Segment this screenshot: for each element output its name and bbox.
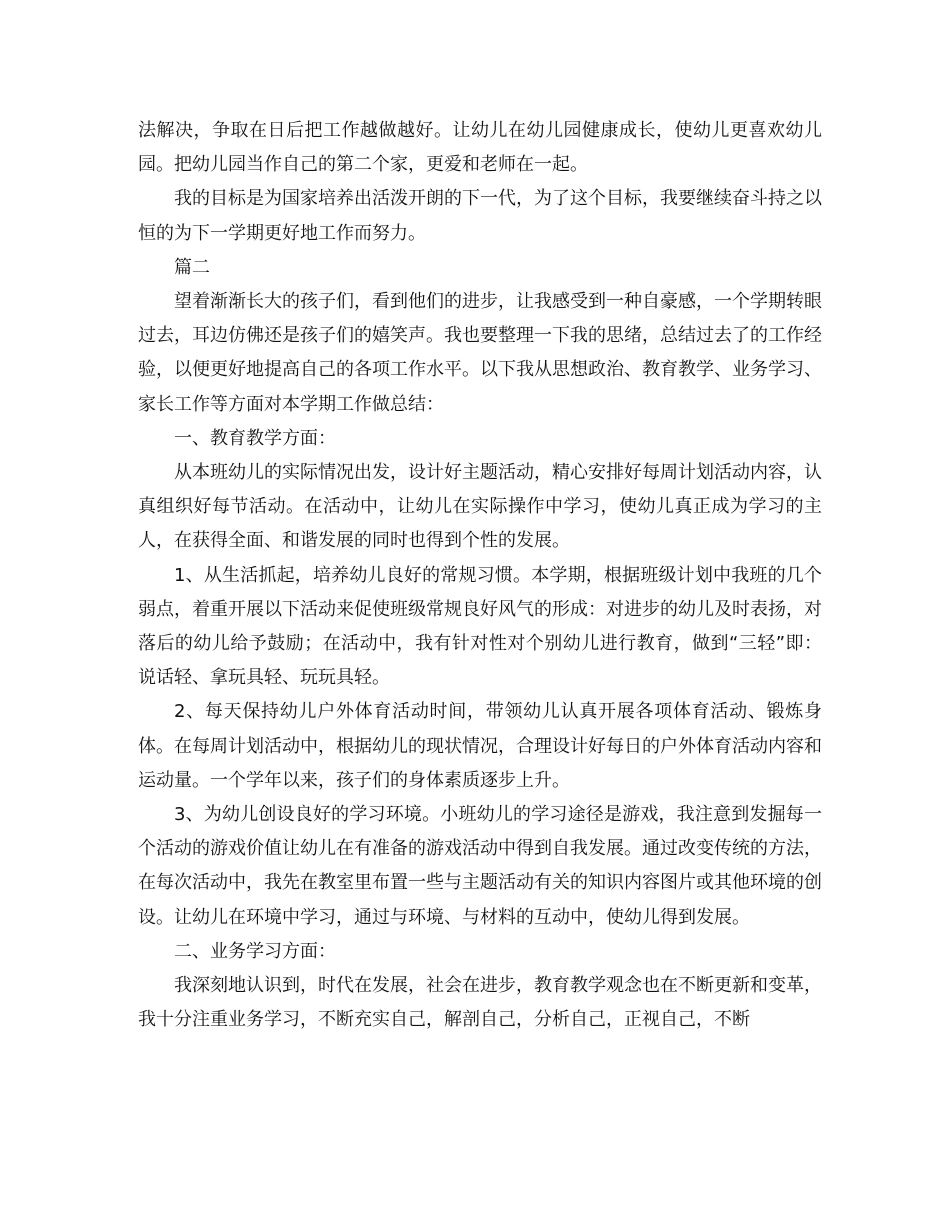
section-heading-part-two: 篇二 — [174, 256, 210, 278]
paragraph-item-1: 1、从生活抓起，培养幼儿良好的常规习惯。本学期，根据班级计划中我班的几个弱点，着重开展以下活动来促使班级常规良好风气的形成：对进步的幼儿及时表扬，对落后的幼儿给予鼓励；在活动中，我有针对性对个别幼儿进行教育，做到“三轻”即：说话轻、拿玩具轻、玩玩具轻。 — [138, 564, 822, 689]
section-heading-teaching: 一、教育教学方面： — [174, 427, 336, 449]
paragraph-goal: 我的目标是为国家培养出活泼开朗的下一代，为了这个目标，我要继续奋斗持之以恒的为下一学期更好地工作而努力。 — [138, 188, 822, 244]
paragraph-introduction: 望着渐渐长大的孩子们，看到他们的进步，让我感受到一种自豪感，一个学期转眼过去，耳边仿佛还是孩子们的嬉笑声。我也要整理一下我的思绪，总结过去了的工作经验，以便更好地提高自己的各项工作水平。以下我从思想政治、教育教学、业务学习、家长工作等方面对本学期工作做总结： — [138, 291, 822, 415]
paragraph-study: 我深刻地认识到，时代在发展，社会在进步，教育教学观念也在不断更新和变革，我十分注重业务学习，不断充实自己，解剖自己，分析自己，正视自己，不断 — [138, 975, 822, 1031]
paragraph-item-2: 2、每天保持幼儿户外体育活动时间，带领幼儿认真开展各项体育活动、锻炼身体。在每周计划活动中，根据幼儿的现状情况，合理设计好每日的户外体育活动内容和运动量。一个学年以来，孩子们的身体素质逐步上升。 — [138, 701, 822, 791]
paragraph-continuation: 法解决，争取在日后把工作越做越好。让幼儿在幼儿园健康成长，使幼儿更喜欢幼儿园。把幼儿园当作自己的第二个家，更爱和老师在一起。 — [138, 120, 822, 176]
paragraph-item-3: 3、为幼儿创设良好的学习环境。小班幼儿的学习途径是游戏，我注意到发掘每一个活动的游戏价值让幼儿在有准备的游戏活动中得到自我发展。通过改变传统的方法，在每次活动中，我先在教室里布置一些与主题活动有关的知识内容图片或其他环境的创设。让幼儿在环境中学习，通过与环境、与材料的互动中，使幼儿得到发展。 — [138, 804, 822, 928]
section-heading-study: 二、业务学习方面： — [174, 940, 336, 962]
paragraph-teaching-overview: 从本班幼儿的实际情况出发，设计好主题活动，精心安排好每周计划活动内容，认真组织好每节活动。在活动中，让幼儿在实际操作中学习，使幼儿真正成为学习的主人，在获得全面、和谐发展的同时也得到个性的发展。 — [138, 462, 822, 552]
document-body — [138, 114, 822, 1037]
